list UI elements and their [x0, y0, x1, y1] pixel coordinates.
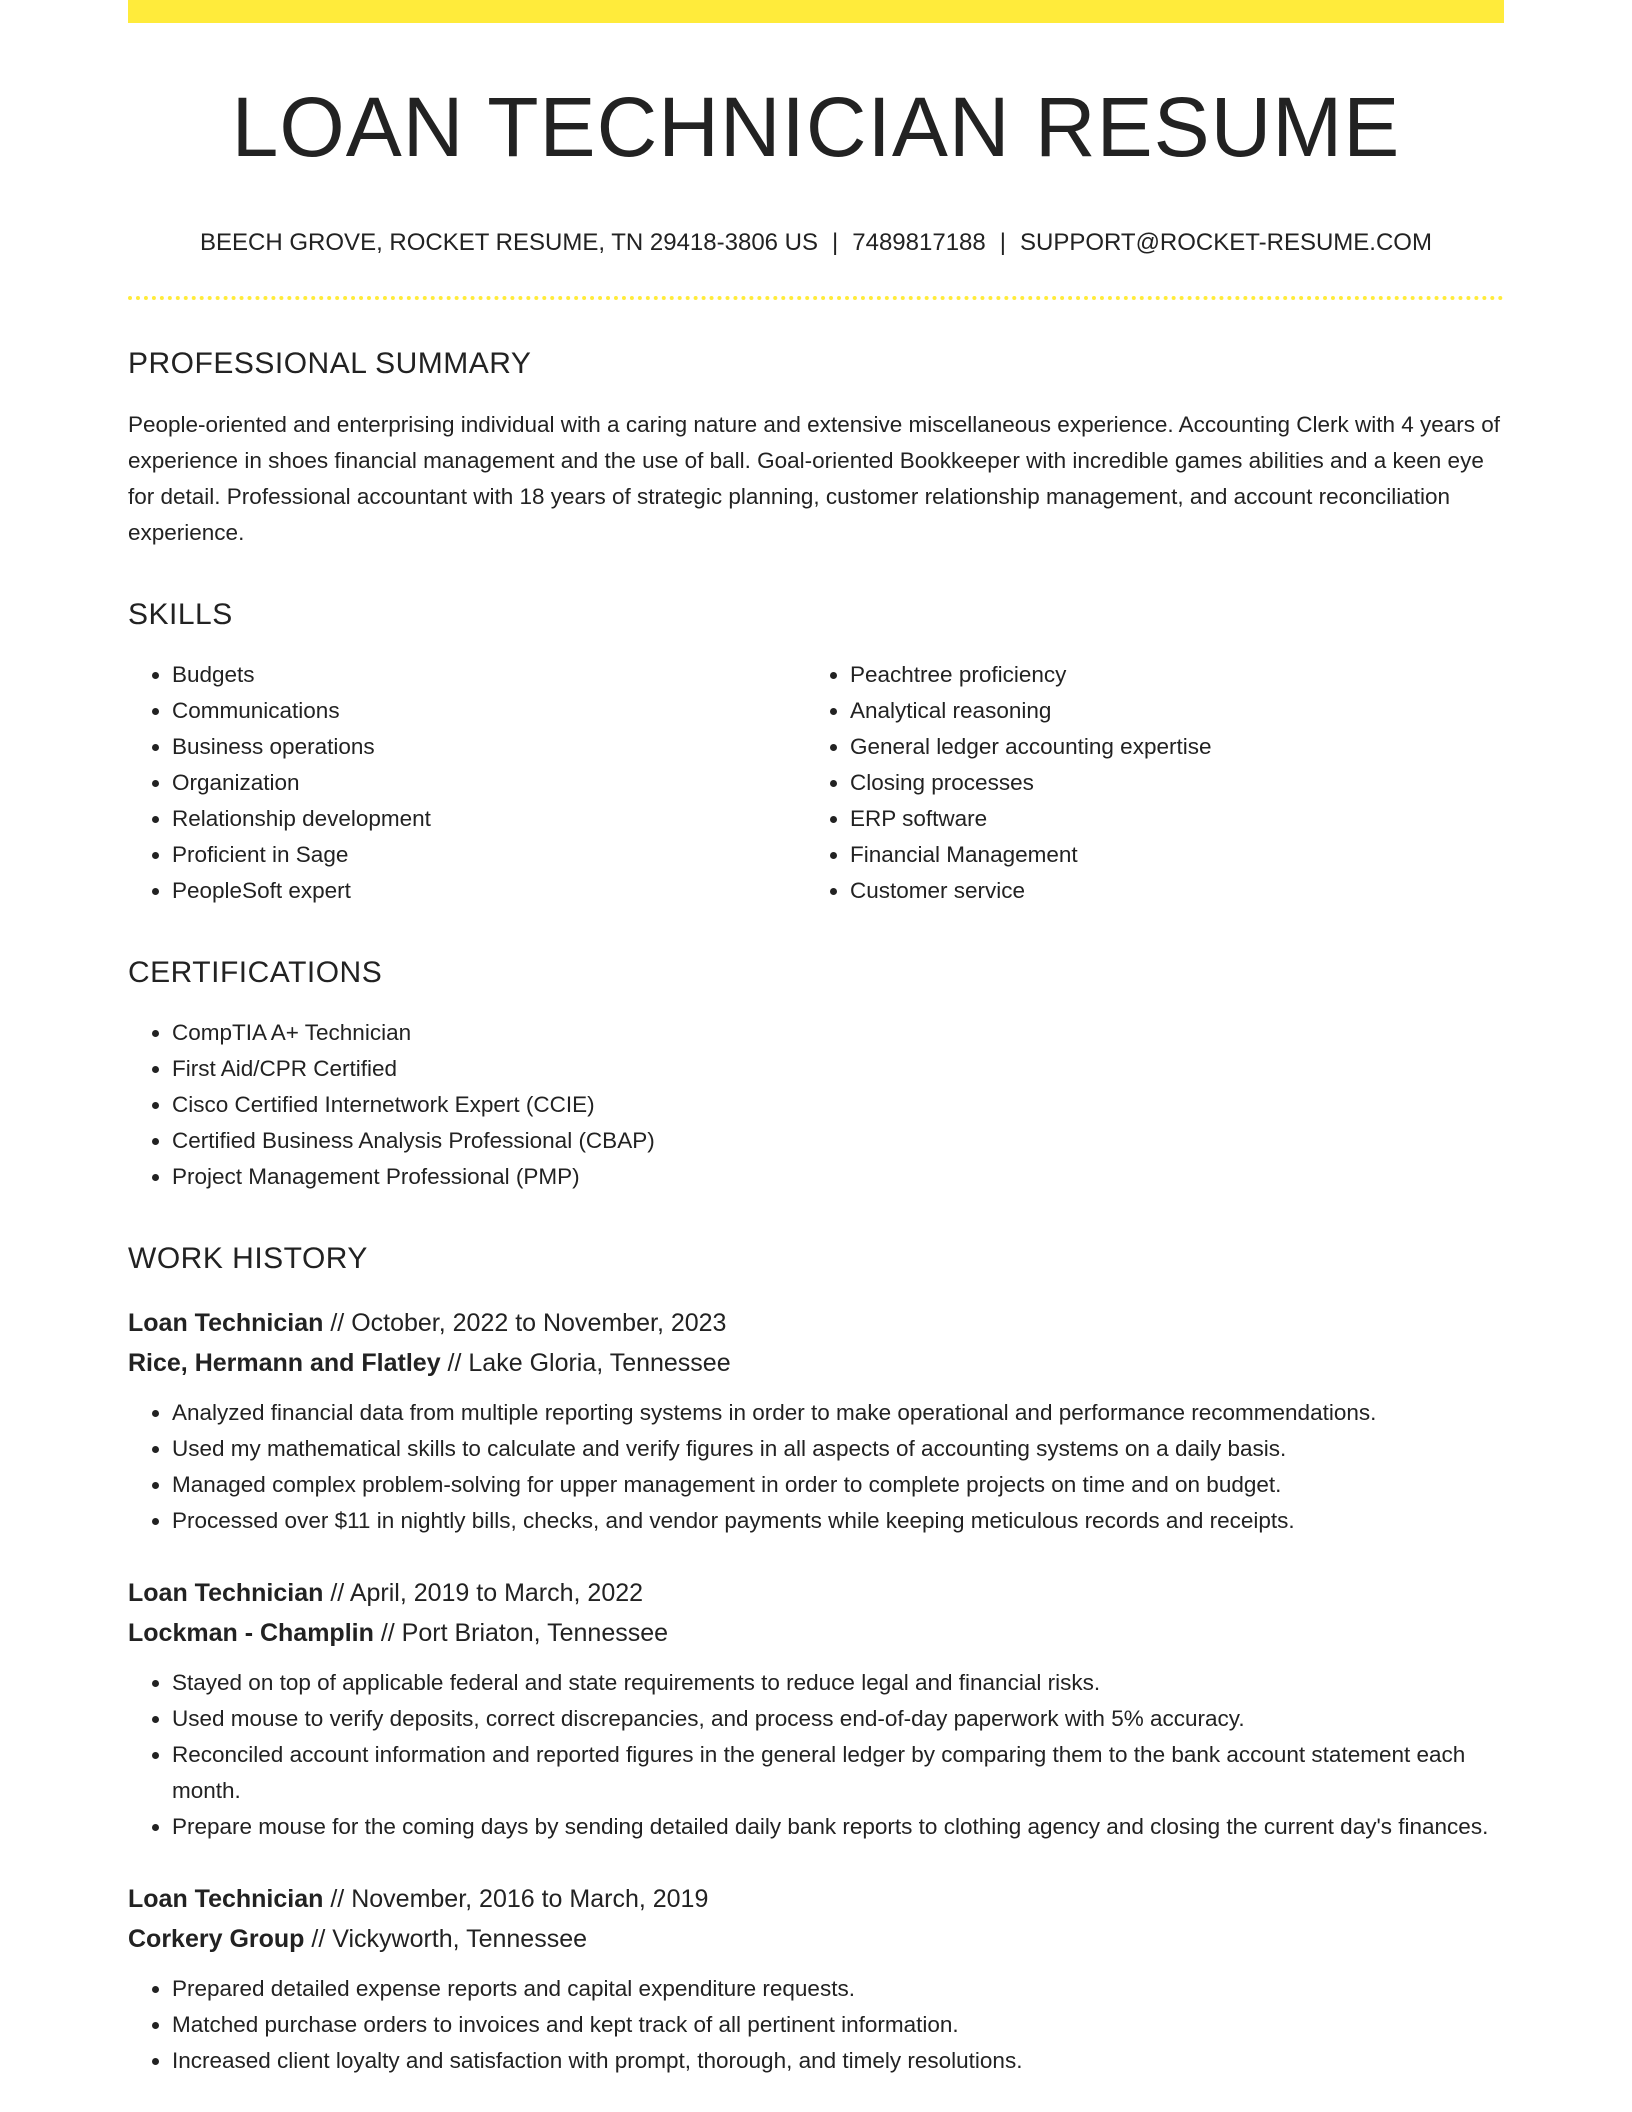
document-title: LOAN TECHNICIAN RESUME	[231, 80, 1401, 174]
accent-top-bar	[128, 0, 1504, 23]
skill-item: • Customer service	[850, 873, 1484, 909]
work-history-heading: WORK HISTORY	[128, 1242, 368, 1276]
job-bullet: • Stayed on top of applicable federal and state requirements to reduce legal and financial risks.	[172, 1665, 1504, 1701]
job-bullet: • Prepared detailed expense reports and capital expenditure requests.	[172, 1971, 1504, 2007]
skill-item: • PeopleSoft expert	[172, 873, 806, 909]
certification-item: • First Aid/CPR Certified	[172, 1051, 1504, 1087]
job-separator: //	[323, 1579, 350, 1608]
resume-page	[128, 0, 1504, 2079]
job-company-line	[128, 1919, 1504, 1959]
job-separator: //	[323, 1309, 352, 1338]
job-bullets	[128, 1971, 1504, 2079]
contact-address: BEECH GROVE, ROCKET RESUME, TN 29418-3806 US	[200, 229, 819, 257]
summary-text: People-oriented and enterprising individual with a caring nature and extensive miscellaneous experience. Accounting Clerk with 4 years of experience in shoes financial management and the use of ball. Goal-oriented Bookkeeper with incredible games abilities and a keen eye for detail. Professional accountant with 18 years of strategic planning, customer relationship management, and account reconciliation experience.	[128, 412, 1501, 546]
job-title-line	[128, 1879, 1504, 1919]
job-entry	[128, 1879, 1504, 2079]
job-dates: November, 2016 to March, 2019	[351, 1885, 709, 1914]
job-entry	[128, 1573, 1504, 1845]
contact-separator: |	[832, 229, 839, 257]
job-bullet: • Managed complex problem-solving for upper management in order to complete projects on time and on budget.	[172, 1467, 1504, 1503]
certification-item: • Cisco Certified Internetwork Expert (CCIE)	[172, 1087, 1504, 1123]
job-title-line	[128, 1573, 1504, 1613]
contact-line	[128, 229, 1504, 258]
skills-column-left	[128, 657, 806, 909]
job-bullets	[128, 1665, 1504, 1845]
contact-email: SUPPORT@ROCKET-RESUME.COM	[1019, 229, 1432, 257]
summary-section	[128, 346, 1504, 551]
skill-item: • Communications	[172, 693, 806, 729]
job-company-line	[128, 1343, 1504, 1383]
job-location: Port Briaton, Tennessee	[401, 1619, 669, 1648]
job-bullet: • Analyzed financial data from multiple reporting systems in order to make operational and performance recommendations.	[172, 1395, 1504, 1431]
job-bullet: • Processed over $11 in nightly bills, checks, and vendor payments while keeping meticulous records and receipts.	[172, 1503, 1504, 1539]
job-company: Rice, Hermann and Flatley	[128, 1349, 441, 1378]
job-title-line	[128, 1303, 1504, 1343]
skill-item: • Closing processes	[850, 765, 1484, 801]
job-location: Vickyworth, Tennessee	[332, 1925, 588, 1954]
skill-item: • Financial Management	[850, 837, 1484, 873]
job-title: Loan Technician	[128, 1309, 324, 1338]
job-entry	[128, 1303, 1504, 1539]
job-bullet: • Increased client loyalty and satisfaction with prompt, thorough, and timely resolutions.	[172, 2043, 1504, 2079]
skill-item: • Relationship development	[172, 801, 806, 837]
job-bullets	[128, 1395, 1504, 1539]
job-company: Lockman - Champlin	[128, 1619, 374, 1648]
certifications-section	[128, 955, 1504, 1195]
job-bullet: • Reconciled account information and reported figures in the general ledger by comparing them to the bank account statement each month.	[172, 1737, 1504, 1809]
job-bullet: • Matched purchase orders to invoices and kept track of all pertinent information.	[172, 2007, 1504, 2043]
work-history-section	[128, 1241, 1504, 2079]
skill-item: • ERP software	[850, 801, 1484, 837]
job-location: Lake Gloria, Tennessee	[468, 1349, 731, 1378]
certification-item: • CompTIA A+ Technician	[172, 1015, 1504, 1051]
job-separator: //	[440, 1349, 469, 1378]
job-title: Loan Technician	[128, 1885, 324, 1914]
skills-grid	[128, 657, 1504, 909]
job-separator: //	[304, 1925, 333, 1954]
certifications-heading: CERTIFICATIONS	[128, 956, 383, 990]
skills-section	[128, 597, 1504, 909]
summary-heading: PROFESSIONAL SUMMARY	[128, 347, 532, 381]
job-separator: //	[373, 1619, 402, 1648]
skill-item: • Business operations	[172, 729, 806, 765]
job-title: Loan Technician	[128, 1579, 324, 1608]
skill-item: • Peachtree proficiency	[850, 657, 1484, 693]
job-separator: //	[323, 1885, 352, 1914]
skill-item: • General ledger accounting expertise	[850, 729, 1484, 765]
job-company: Corkery Group	[128, 1925, 305, 1954]
job-bullet: • Used mouse to verify deposits, correct discrepancies, and process end-of-day paperwork with 5% accuracy.	[172, 1701, 1504, 1737]
skills-heading: SKILLS	[128, 598, 233, 632]
skill-item: • Analytical reasoning	[850, 693, 1484, 729]
skill-item: • Budgets	[172, 657, 806, 693]
dotted-divider	[128, 296, 1504, 300]
contact-separator: |	[999, 229, 1006, 257]
skill-item: • Proficient in Sage	[172, 837, 806, 873]
job-bullet: • Prepare mouse for the coming days by sending detailed daily bank reports to clothing agency and closing the current day's finances.	[172, 1809, 1504, 1845]
certifications-list	[128, 1015, 1504, 1195]
certification-item: • Certified Business Analysis Professional (CBAP)	[172, 1123, 1504, 1159]
contact-phone: 7489817188	[852, 229, 986, 257]
job-bullet: • Used my mathematical skills to calculate and verify figures in all aspects of accounting systems on a daily basis.	[172, 1431, 1504, 1467]
job-dates: April, 2019 to March, 2022	[349, 1579, 644, 1608]
certification-item: • Project Management Professional (PMP)	[172, 1159, 1504, 1195]
skill-item: • Organization	[172, 765, 806, 801]
job-company-line	[128, 1613, 1504, 1653]
skills-column-right	[806, 657, 1484, 909]
job-dates: October, 2022 to November, 2023	[351, 1309, 727, 1338]
